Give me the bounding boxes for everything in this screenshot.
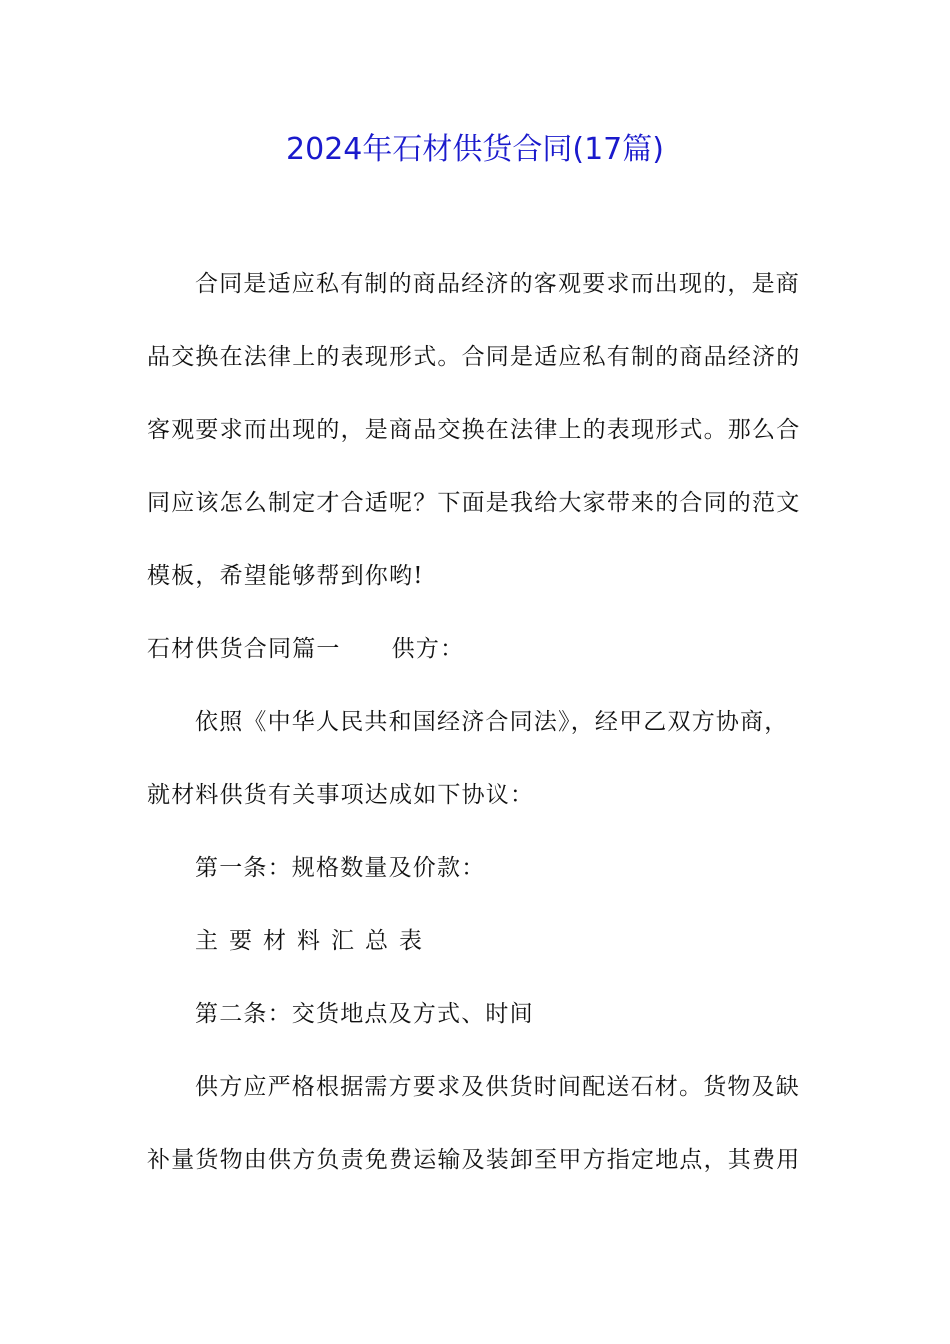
basis-line-1: 依照《中华人民共和国经济合同法》，经甲乙双方协商， [195, 709, 789, 735]
delivery-line-2: 补量货物由供方负责免费运输及装卸至甲方指定地点，其费用 [147, 1147, 801, 1173]
intro-line-4: 同应该怎么制定才合适呢？下面是我给大家带来的合同的范文 [147, 490, 801, 516]
intro-line-3: 客观要求而出现的，是商品交换在法律上的表现形式。那么合 [147, 417, 801, 443]
intro-line-2: 品交换在法律上的表现形式。合同是适应私有制的商品经济的 [147, 344, 801, 370]
clause-2-heading: 第二条：交货地点及方式、时间 [195, 1001, 534, 1027]
intro-line-5: 模板，希望能够帮到你哟! [147, 563, 424, 589]
intro-line-1: 合同是适应私有制的商品经济的客观要求而出现的，是商 [195, 271, 800, 297]
section-heading: 石材供货合同篇一 供方： [147, 636, 465, 662]
clause-1-heading: 第一条：规格数量及价款： [195, 855, 486, 881]
document-title: 2024年石材供货合同(17篇) [286, 132, 664, 167]
table-title: 主要材料汇总表 [195, 928, 433, 954]
delivery-line-1: 供方应严格根据需方要求及供货时间配送石材。货物及缺 [195, 1074, 800, 1100]
basis-line-2: 就材料供货有关事项达成如下协议： [147, 782, 535, 808]
